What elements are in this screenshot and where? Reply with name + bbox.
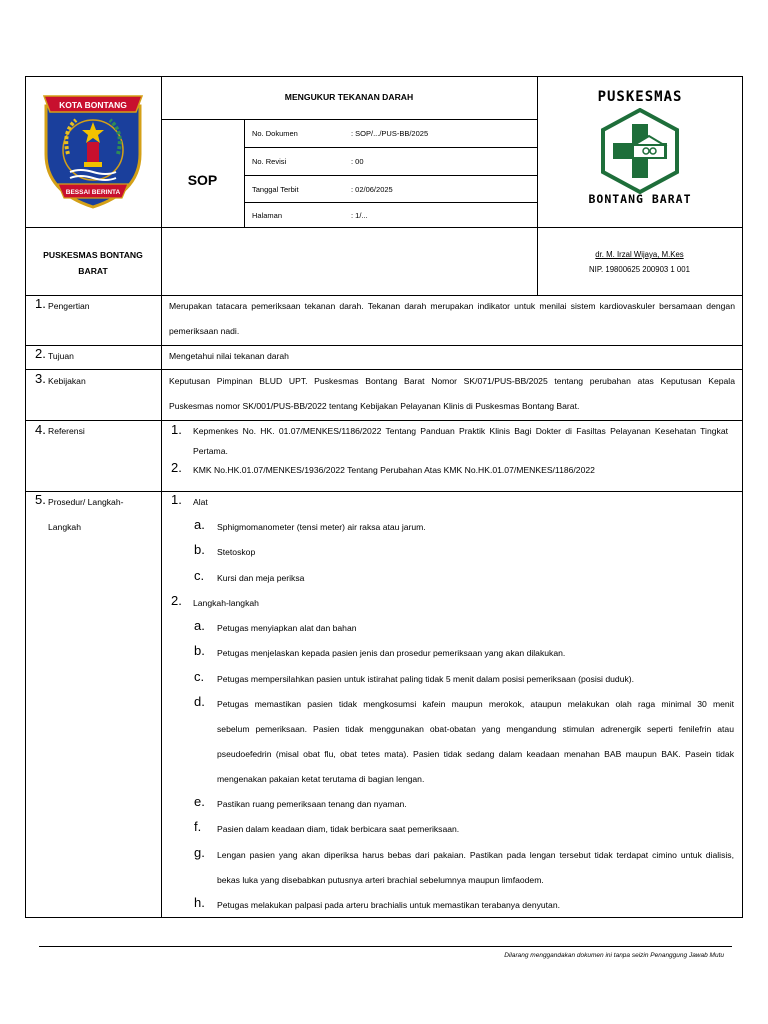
list-letter: c. — [194, 568, 205, 583]
list-letter: b. — [194, 643, 205, 658]
list-number: 2. — [171, 593, 182, 608]
reference-text: Pertama. — [193, 446, 228, 456]
puskesmas-logo — [560, 84, 720, 214]
list-letter: a. — [194, 618, 205, 633]
section-text: pemeriksaan nadi. — [169, 326, 240, 336]
list-letter: b. — [194, 542, 205, 557]
list-item: Petugas memastikan pasien tidak mengkosumsi kafein maupun merokok, ataupun melakukan olah raga minimal 30 menit — [217, 699, 734, 709]
list-letter: h. — [194, 895, 205, 910]
section-text: Puskesmas nomor SK/001/PUS-BB/2022 tentang Kebijakan Pelayanan Klinis di Puskesmas Bontang Barat. — [169, 401, 580, 411]
section-label: Referensi — [48, 426, 85, 436]
list-item: pseudoefedrin (misal obat flu, obat tetes mata). Pasien tidak sedang dalam keadaan menahan BAB maupun BAK. Pasein tidak — [217, 749, 734, 759]
reference-text: KMK No.HK.01.07/MENKES/1936/2022 Tentang Perubahan Atas KMK No.HK.01.07/MENKES/1186/2022 — [193, 465, 595, 475]
section-label: Langkah — [48, 522, 81, 532]
section-text: Merupakan tatacara pemeriksaan tekanan darah. Tekanan darah merupakan indikator untuk menilai sistem kardiovaskuler bersamaan dengan — [169, 301, 735, 311]
footer-divider — [39, 946, 732, 947]
list-item: Kursi dan meja periksa — [217, 573, 305, 583]
list-letter: g. — [194, 845, 205, 860]
list-item: Petugas mempersilahkan pasien untuk istirahat paling tidak 5 menit dalam posisi pemeriksaan (posisi duduk). — [217, 674, 635, 684]
list-item: bekas luka yang disebabkan putusnya arteri brachial sebelumnya maupun limfaodem. — [217, 875, 544, 885]
sop-label: SOP — [187, 172, 218, 188]
list-item: Stetoskop — [217, 547, 256, 557]
list-item: Petugas melakukan palpasi pada arteru brachialis untuk memastikan terabanya denyutan. — [217, 900, 561, 910]
list-letter: c. — [194, 669, 205, 684]
meta-label: Halaman — [252, 211, 283, 220]
section-text: Mengetahui nilai tekanan darah — [169, 351, 289, 361]
signer-nip: NIP. 19800625 200903 1 001 — [589, 265, 690, 274]
meta-value: : 1/... — [351, 211, 368, 220]
list-item: Lengan pasien yang akan diperiksa harus bebas dari pakaian. Pastikan pada lengan tersebut tidak terdapat cimino untuk dialisis, — [217, 850, 734, 860]
meta-label: No. Revisi — [252, 157, 287, 166]
logo-banner-bottom: BESSAI BERINTA — [65, 189, 121, 196]
org-name: BARAT — [78, 266, 108, 276]
signer-name: dr. M. Irzal Wijaya, M.Kes — [595, 250, 684, 259]
meta-value: : 00 — [351, 157, 364, 166]
list-item: Pastikan ruang pemeriksaan tenang dan nyaman. — [217, 799, 407, 809]
meta-label: No. Dokumen — [252, 129, 298, 138]
section-number: 3. — [35, 371, 46, 386]
section-label: Tujuan — [48, 351, 74, 361]
list-letter: f. — [194, 819, 202, 834]
meta-label: Tanggal Terbit — [252, 185, 299, 194]
subsection-title: Langkah-langkah — [193, 598, 259, 608]
document-title: MENGUKUR TEKANAN DARAH — [284, 92, 414, 102]
section-number: 5. — [35, 492, 46, 507]
reference-text: Kepmenkes No. HK. 01.07/MENKES/1186/2022 Tentang Panduan Praktik Klinis Bagi Dokter di Fasiltas Pelayanan Kesehatan Tingkat — [193, 426, 728, 436]
section-number: 1. — [35, 296, 46, 311]
list-item: Petugas menjelaskan kepada pasien jenis dan prosedur pemeriksaan yang akan dilakukan. — [217, 648, 566, 658]
section-text: Keputusan Pimpinan BLUD UPT. Puskesmas Bontang Barat Nomor SK/071/PUS-BB/2025 tentang perubahan atas Keputusan Kepala — [169, 376, 735, 386]
list-item: Sphigmomanometer (tensi meter) air raksa atau jarum. — [217, 522, 426, 532]
meta-value: : 02/06/2025 — [351, 185, 393, 194]
logo-banner-top: KOTA BONTANG — [59, 100, 127, 110]
list-number: 1. — [171, 492, 182, 507]
org-name: PUSKESMAS BONTANG — [43, 250, 143, 260]
list-item: Petugas menyiapkan alat dan bahan — [217, 623, 357, 633]
section-number: 2. — [35, 346, 46, 361]
subsection-title: Alat — [193, 497, 208, 507]
puskesmas-logo-top-text: PUSKESMAS — [597, 89, 683, 105]
list-number: 1. — [171, 422, 182, 437]
list-letter: e. — [194, 794, 205, 809]
footer-note: Dilarang menggandakan dokumen ini tanpa seizin Penanggung Jawab Mutu — [504, 952, 724, 959]
kota-bontang-logo — [40, 92, 146, 210]
section-label: Pengertian — [48, 301, 90, 311]
section-label: Kebijakan — [48, 376, 86, 386]
section-label: Prosedur/ Langkah- — [48, 497, 124, 507]
list-letter: d. — [194, 694, 205, 709]
section-number: 4. — [35, 422, 46, 437]
meta-value: : SOP/.../PUS-BB/2025 — [351, 129, 429, 138]
list-item: mengenakan pakaian ketat terutama di bagian lengan. — [217, 774, 425, 784]
puskesmas-logo-bottom-text: BONTANG BARAT — [588, 192, 692, 206]
list-item: sebelum pemeriksaan. Pasien tidak menggunakan obat-obatan yang mengandung stimulan adrenergik seperti fenilefrin atau — [217, 724, 734, 734]
list-letter: a. — [194, 517, 205, 532]
list-item: Pasien dalam keadaan diam, tidak berbicara saat pemeriksaan. — [217, 824, 460, 834]
list-number: 2. — [171, 460, 182, 475]
